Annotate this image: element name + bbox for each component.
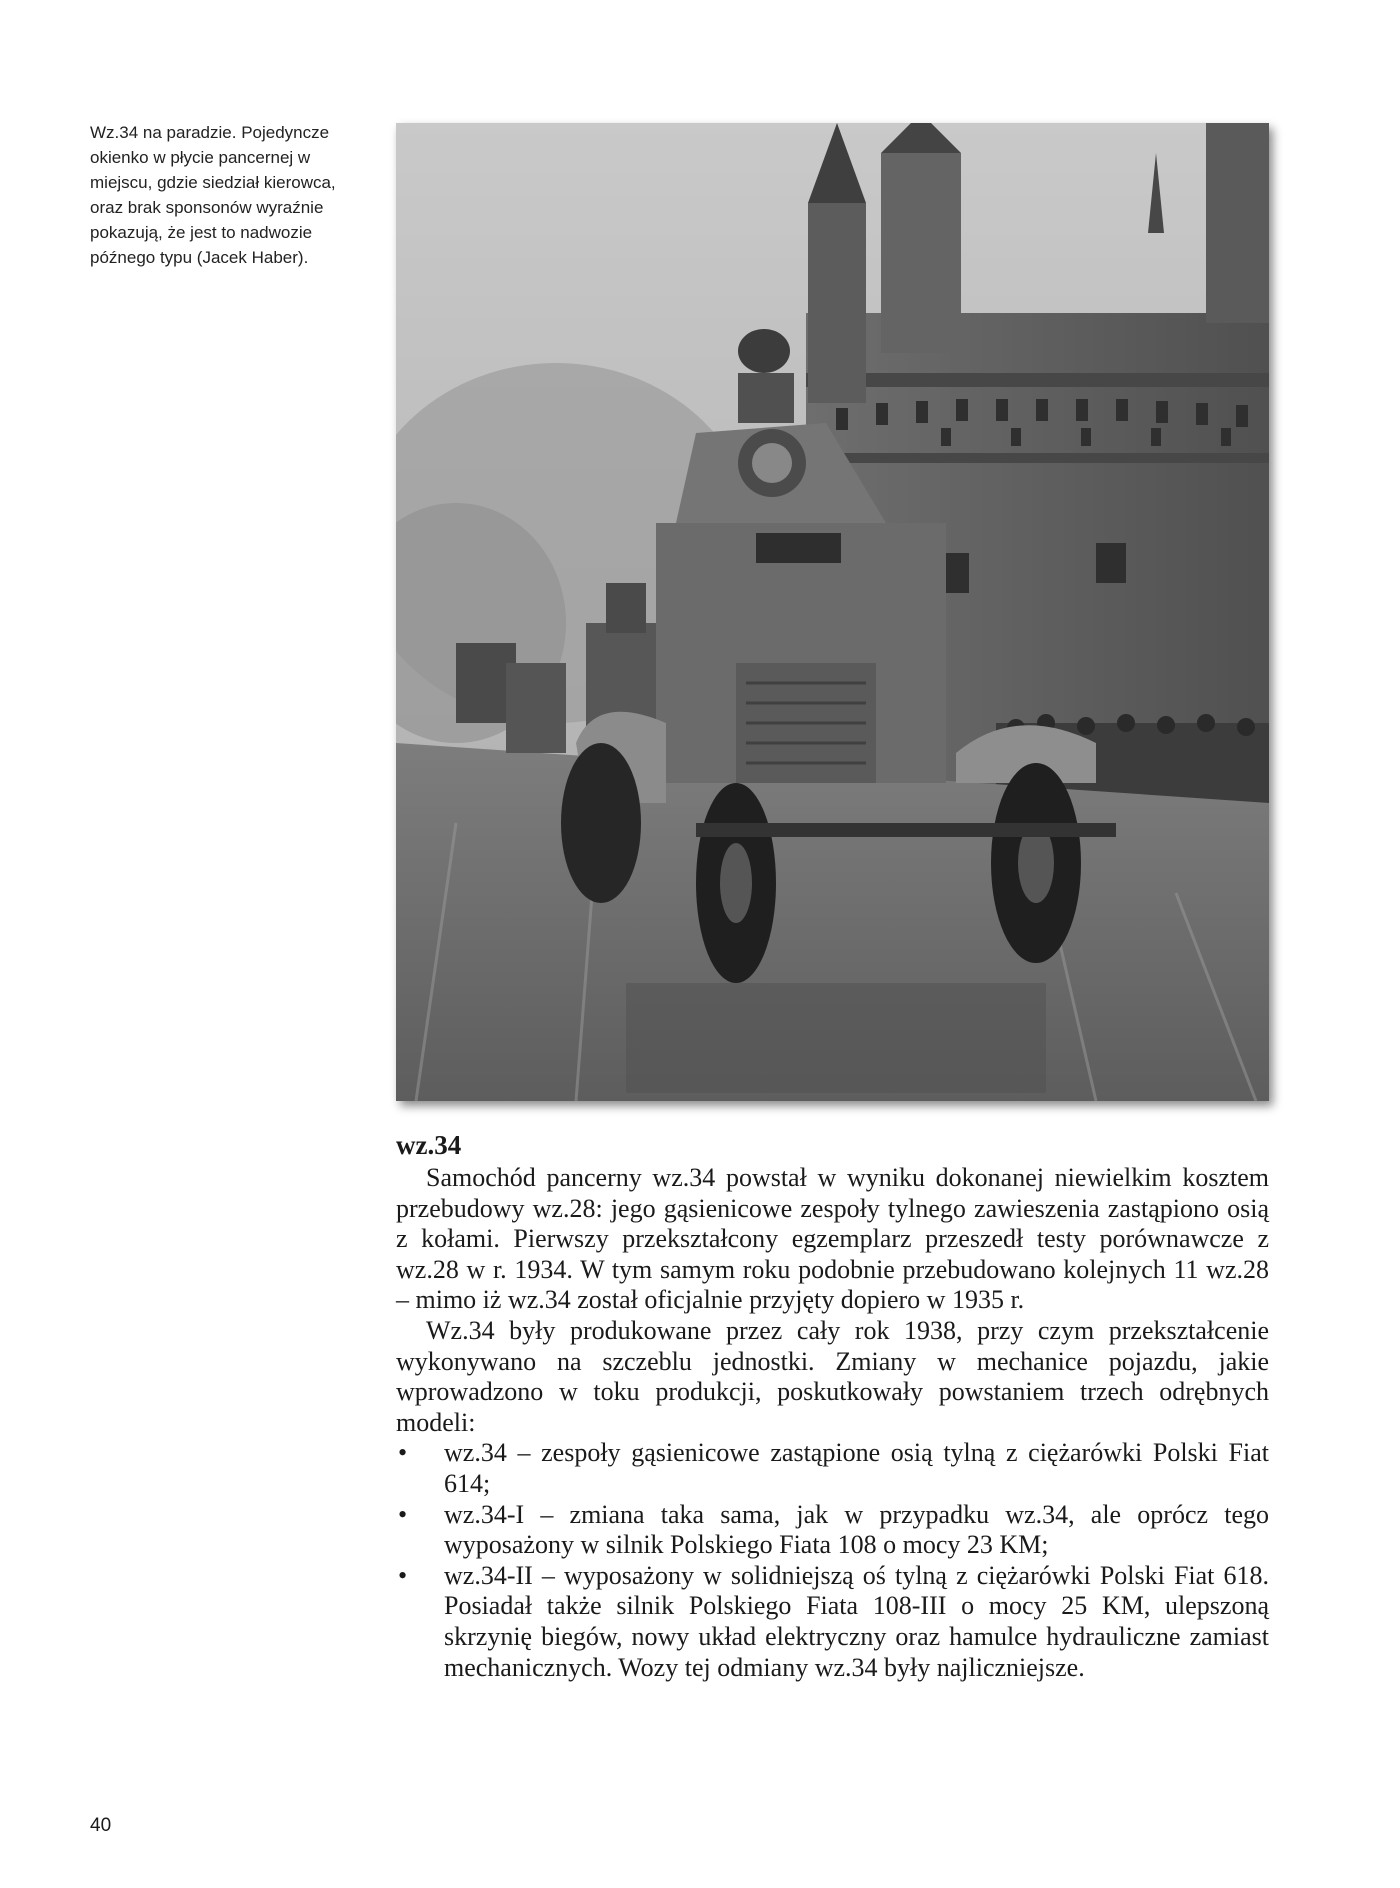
list-item-text: wz.34-I – zmiana taka sama, jak w przypadku wz.34, ale oprócz tego wyposażony w silnik Polskiego Fiata 108 o mocy 23 KM; <box>444 1499 1269 1560</box>
photo-illustration <box>396 123 1269 1101</box>
list-item <box>396 1438 1269 1499</box>
section-heading: wz.34 <box>396 1130 462 1160</box>
list-item-text: wz.34-II – wyposażony w solidniejszą oś tylną z ciężarówki Polski Fiat 618. Posiadał także silnik Polskiego Fiata 108-III o mocy 25 KM, ulepszoną skrzynię biegów, nowy układ elektryczny oraz hamulce hydrauliczne zamiast mechanicznych. Wozy tej odmiany wz.34 były najliczniejsze. <box>444 1560 1269 1682</box>
bullet-icon: • <box>398 1560 408 1590</box>
list-item-text: wz.34 – zespoły gąsienicowe zastąpione osią tylną z ciężarówki Polski Fiat 614; <box>444 1438 1269 1498</box>
list-item <box>396 1500 1269 1561</box>
paragraph: Samochód pancerny wz.34 powstał w wyniku dokonanej niewielkim kosztem przebudowy wz.28: jego gąsienicowe zespoły tylnego zawieszenia zastąpiono osią z kołami. Pierwszy przekształcony egzemplarz przeszedł testy porównawcze z wz.28 w r. 1934. W tym samym roku podobnie przebudowano kolejnych 11 wz.28 – mimo iż wz.34 został oficjalnie przyjęty dopiero w 1935 r. <box>396 1163 1269 1315</box>
armored-car-parade-photo <box>396 123 1269 1101</box>
paragraph: Wz.34 były produkowane przez cały rok 1938, przy czym przekształcenie wykonywano na szczeblu jednostki. Zmiany w mechanice pojazdu, jakie wprowadzono w toku produkcji, poskutkowały powstaniem trzech odrębnych modeli: <box>396 1315 1269 1437</box>
photo-caption: Wz.34 na paradzie. Pojedyncze okienko w płycie pancernej w miejscu, gdzie siedział kierowca, oraz brak sponsonów wyraźnie pokazują, że jest to nadwozie późnego typu (Jacek Haber). <box>90 123 336 267</box>
body-text <box>396 1163 1269 1683</box>
model-list <box>396 1438 1269 1683</box>
bullet-icon: • <box>398 1438 408 1468</box>
list-item <box>396 1561 1269 1683</box>
bullet-icon: • <box>398 1499 408 1529</box>
page-number: 40 <box>90 1815 112 1836</box>
